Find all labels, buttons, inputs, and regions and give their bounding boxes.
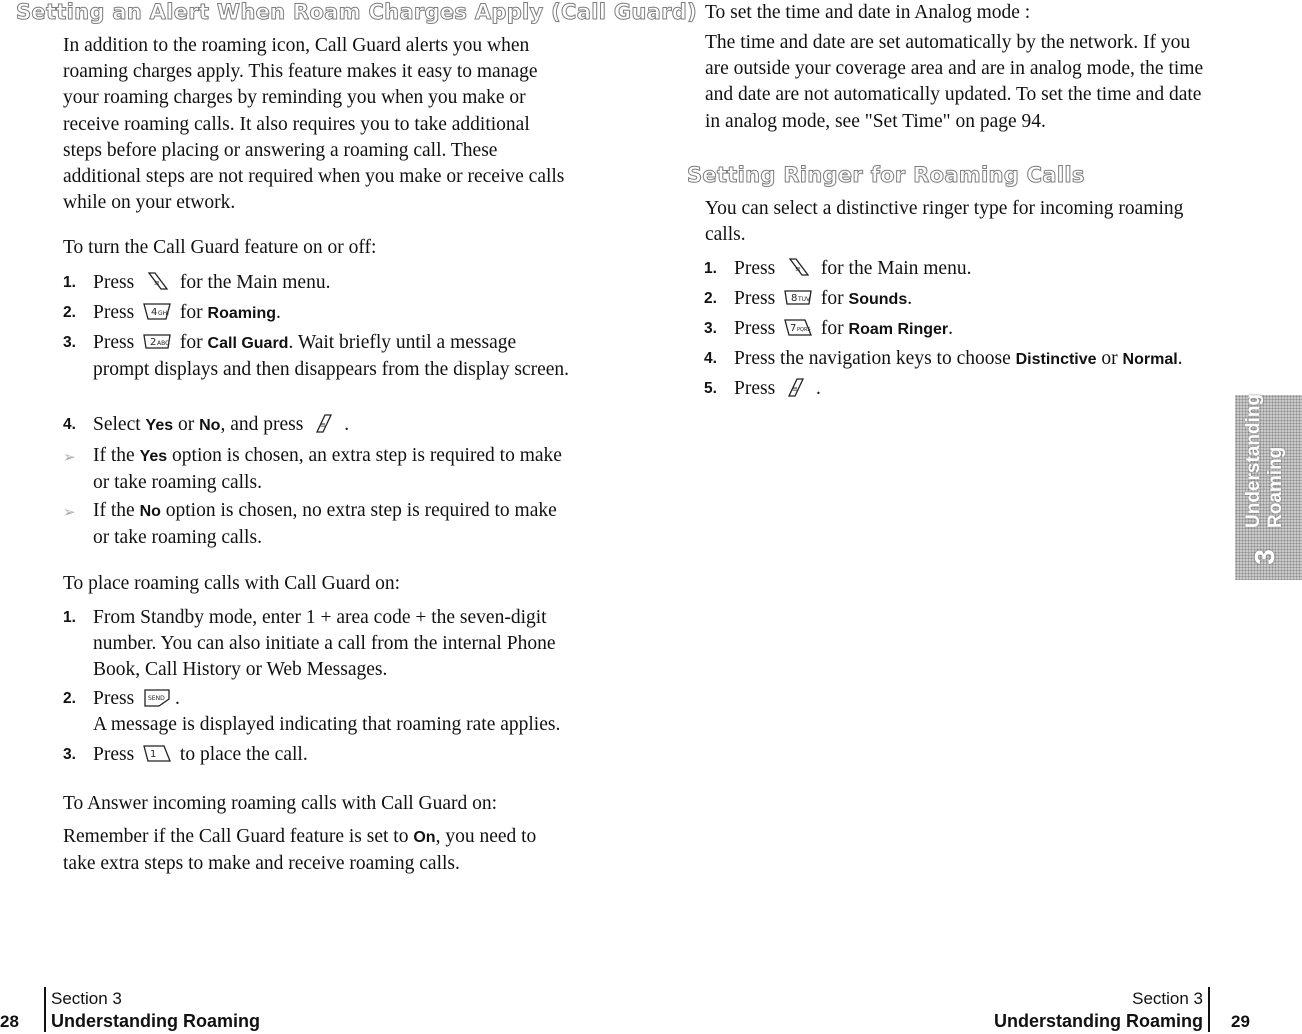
menu-ok-alt-key-icon xyxy=(783,378,813,397)
answer-intro: To Answer incoming roaming calls with Call Guard on: xyxy=(63,793,498,814)
left-footer-title: Understanding Roaming xyxy=(51,1011,261,1031)
key-4-ghi-icon xyxy=(142,302,172,321)
svg-text:2: 2 xyxy=(150,337,157,348)
side-tab-label: Understanding Roaming xyxy=(1243,393,1286,528)
svg-text:4: 4 xyxy=(151,307,158,318)
svg-text:≡: ≡ xyxy=(792,385,798,393)
right-page-number: 29 xyxy=(1231,1012,1250,1031)
key-7-pqrs-icon xyxy=(783,318,813,337)
toggle-intro: To turn the Call Guard feature on or off: xyxy=(63,237,377,258)
side-tab-number: 3 xyxy=(1248,549,1280,565)
menu-ok-key-icon xyxy=(783,258,813,277)
right-footer-rule xyxy=(1208,987,1210,1032)
svg-text:7: 7 xyxy=(790,323,797,334)
note-arrow-icon: ➢ xyxy=(63,448,76,466)
right-footer-section: Section 3 xyxy=(1132,989,1203,1008)
key-2-abc-icon xyxy=(142,332,172,351)
ringer-paragraph: You can select a distinctive ringer type for incoming roaming calls. xyxy=(705,198,1184,246)
key-8-tuv-icon xyxy=(783,288,813,307)
ringer-step-5: 5. Press ≡ . xyxy=(704,378,821,399)
analog-paragraph: The time and date are set automatically by the network. If you are outside your coverage area and are in analog mode, the time and date are not automatically updated. To set the time and date in analog mode, see "Set Time" on page 94. xyxy=(705,32,1204,132)
place-step-1: 1. From Standby mode, enter 1 + area code + the seven-digit number. You can also initiate a call from the internal Phone Book, Call History or Web Messages. xyxy=(63,607,556,681)
toggle-step-2: 2. Press 4 GHI for Roaming. xyxy=(63,302,281,323)
ringer-step-4: 4. Press the navigation keys to choose Distinctive or Normal. xyxy=(704,348,1183,369)
menu-ok-alt-key-icon xyxy=(311,414,341,433)
svg-text:PQRS: PQRS xyxy=(797,327,811,333)
note-arrow-icon: ➢ xyxy=(63,503,76,521)
left-footer-rule xyxy=(44,987,46,1032)
ringer-step-2: 2. Press 8 TUV for Sounds. xyxy=(704,288,913,309)
key-1-voicemail-icon xyxy=(142,744,172,763)
note-no-option: ➢ If the No option is chosen, no extra step is required to make or take roaming calls. xyxy=(63,500,557,549)
place-step-3: 3. Press 1 to place the call. xyxy=(63,744,308,765)
svg-text:SEND: SEND xyxy=(148,695,165,702)
svg-text:ABC: ABC xyxy=(157,340,170,347)
svg-text:GHI: GHI xyxy=(158,310,169,317)
ringer-step-1: 1. Press ≡ for the Main menu. xyxy=(704,258,972,279)
toggle-step-3: 3. Press 2 ABC for Call Guard. Wait briefly until a message prompt displays and then disappears from the display screen. xyxy=(63,332,570,381)
ringer-heading: Setting Ringer for Roaming Calls xyxy=(687,163,1085,187)
right-footer-title: Understanding Roaming xyxy=(993,1011,1203,1031)
ringer-step-3: 3. Press 7 PQRS for Roam Ringer. xyxy=(704,318,953,339)
answer-paragraph: Remember if the Call Guard feature is set to On, you need to take extra steps to make and receive roaming calls. xyxy=(63,826,537,875)
svg-text:≡: ≡ xyxy=(154,279,160,287)
section-side-tab xyxy=(1235,395,1302,580)
svg-text:≡: ≡ xyxy=(795,265,801,273)
toggle-step-1: 1. Press ≡ for the Main menu. xyxy=(63,272,331,293)
svg-text:≡: ≡ xyxy=(320,421,327,429)
svg-text:8: 8 xyxy=(791,293,798,304)
svg-text:TUV: TUV xyxy=(798,296,811,303)
place-step-2: 2. Press SEND . A message is displayed indicating that roaming rate applies. xyxy=(63,688,561,736)
left-footer-section: Section 3 xyxy=(51,989,122,1008)
call-guard-heading: Setting an Alert When Roam Charges Apply (Call Guard) xyxy=(16,0,697,24)
menu-ok-key-icon xyxy=(142,272,172,291)
note-yes-option: ➢ If the Yes option is chosen, an extra step is required to make or take roaming calls. xyxy=(63,445,562,494)
svg-text:1: 1 xyxy=(150,749,157,760)
toggle-step-4: 4. Select Yes or No, and press ≡ . xyxy=(63,414,350,435)
call-guard-intro-paragraph: In addition to the roaming icon, Call Guard alerts you when roaming charges apply. This feature makes it easy to manage your roaming charges by reminding you when you make or receive roaming calls. It also requires you to take additional steps before placing or answering a roaming call. These additional steps are not required when you make or receive calls while on your etwork. xyxy=(63,35,565,214)
left-page-number: 28 xyxy=(0,1012,19,1031)
place-intro: To place roaming calls with Call Guard on: xyxy=(63,573,401,594)
send-key-icon xyxy=(142,688,172,707)
analog-intro: To set the time and date in Analog mode : xyxy=(705,2,1031,23)
